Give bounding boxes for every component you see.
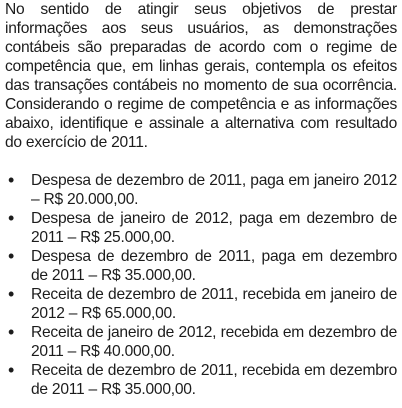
list-item-text: Despesa de dezembro de 2011, paga em dezembro de 2011 – R$ 35.000,00. — [31, 248, 397, 284]
list-item-text: Receita de dezembro de 2011, recebida em dezembro de 2011 – R$ 35.000,00. — [31, 362, 397, 398]
list-item-text: Despesa de dezembro de 2011, paga em janeiro 2012 – R$ 20.000,00. — [31, 172, 397, 208]
list-item — [5, 171, 397, 209]
bullet-icon — [6, 247, 16, 267]
list-item — [5, 285, 397, 323]
bullet-icon — [6, 171, 16, 191]
transaction-list — [5, 171, 397, 399]
bullet-icon — [6, 209, 16, 229]
list-item — [5, 361, 397, 399]
question-intro: No sentido de atingir seus objetivos de prestar informações aos seus usuários, as demonstrações contábeis são preparadas de acordo com o regime de competência que, em linhas gerais, contempla os efeitos das transações contábeis no momento de sua ocorrência. Considerando o regime de competência e as informações abaixo, identifique e assinale a alternativa com resultado do exercício de 2011. — [5, 1, 397, 151]
list-item — [5, 209, 397, 247]
list-item — [5, 323, 397, 361]
bullet-icon — [6, 361, 16, 381]
list-item-text: Receita de dezembro de 2011, recebida em janeiro de 2012 – R$ 65.000,00. — [31, 286, 397, 322]
bullet-icon — [6, 323, 16, 343]
bullet-icon — [6, 285, 16, 305]
list-item — [5, 247, 397, 285]
question-block — [5, 0, 397, 408]
list-item-text: Despesa de janeiro de 2012, paga em dezembro de 2011 – R$ 25.000,00. — [31, 210, 397, 246]
list-item-text: Receita de janeiro de 2012, recebida em dezembro de 2011 – R$ 40.000,00. — [31, 324, 397, 360]
